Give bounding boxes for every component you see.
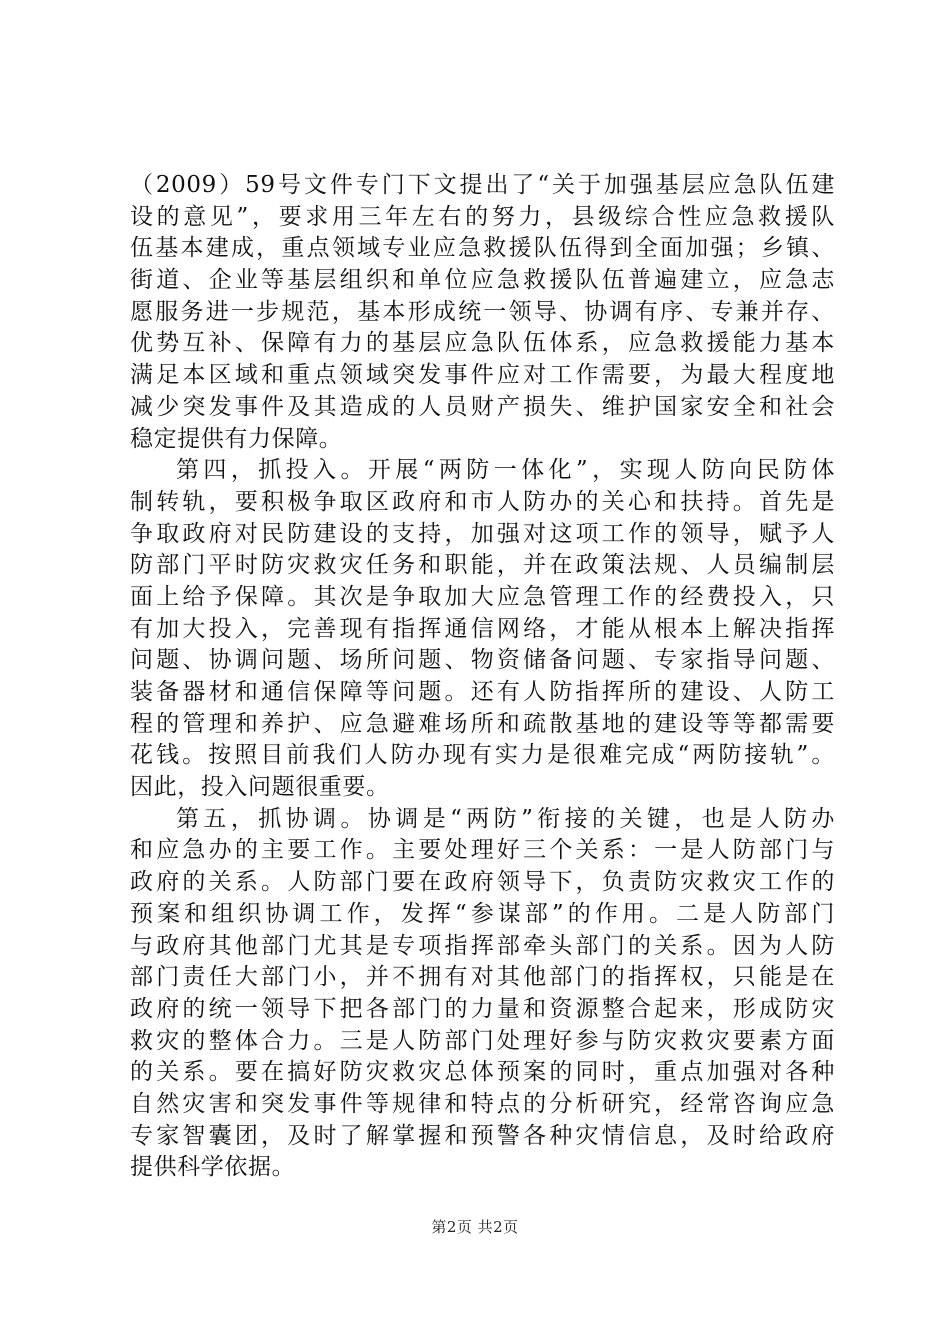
text-line: 自然灾害和突发事件等规律和特点的分析研究，经常咨询应急 [130, 1090, 835, 1117]
text-line: 部门责任大部门小，并不拥有对其他部门的指挥权，只能是在 [130, 964, 835, 991]
text-line: 和应急办的主要工作。主要处理好三个关系：一是人防部门与 [130, 837, 835, 864]
document-body [130, 170, 835, 1184]
text-line: 救灾的整体合力。三是人防部门处理好参与防灾救灾要素方面 [130, 1027, 835, 1054]
text-line: 面上给予保障。其次是争取加大应急管理工作的经费投入，只 [130, 583, 835, 610]
text-line: 防部门平时防灾救灾任务和职能，并在政策法规、人员编制层 [130, 552, 835, 579]
text-line: 预案和组织协调工作，发挥“参谋部”的作用。二是人防部门 [130, 900, 835, 927]
text-line: 稳定提供有力保障。 [130, 425, 343, 452]
text-line: 提供科学依据。 [130, 1154, 296, 1181]
text-line: 减少突发事件及其造成的人员财产损失、维护国家安全和社会 [130, 393, 835, 420]
text-line: 花钱。按照目前我们人防办现有实力是很难完成“两防接轨”。 [130, 742, 835, 769]
paragraph-start-line: 第四，抓投入。开展“两防一体化”，实现人防向民防体 [176, 457, 835, 484]
text-line: 与政府其他部门尤其是专项指挥部牵头部门的关系。因为人防 [130, 932, 835, 959]
text-line: 专家智囊团，及时了解掌握和预警各种灾情信息，及时给政府 [130, 1122, 835, 1149]
text-line: 争取政府对民防建设的支持，加强对这项工作的领导，赋予人 [130, 520, 835, 547]
text-line: 伍基本建成，重点领域专业应急救援队伍得到全面加强；乡镇、 [130, 235, 835, 262]
text-line: 愿服务进一步规范，基本形成统一领导、协调有序、专兼并存、 [130, 298, 835, 325]
text-line: 装备器材和通信保障等问题。还有人防指挥所的建设、人防工 [130, 679, 835, 705]
text-line: 的关系。要在搞好防灾救灾总体预案的同时，重点加强对各种 [130, 1059, 835, 1086]
text-line: 设的意见”，要求用三年左右的努力，县级综合性应急救援队 [130, 203, 835, 230]
text-line: 制转轨，要积极争取区政府和市人防办的关心和扶持。首先是 [130, 488, 835, 515]
text-line: 优势互补、保障有力的基层应急队伍体系，应急救援能力基本 [130, 330, 835, 357]
text-line: （2009）59号文件专门下文提出了“关于加强基层应急队伍建 [130, 172, 835, 198]
page-number-footer: 第2页 共2页 [431, 1218, 519, 1236]
text-line: 政府的关系。人防部门要在政府领导下，负责防灾救灾工作的 [130, 869, 835, 896]
paragraph-start-line: 第五，抓协调。协调是“两防”衔接的关键，也是人防办 [176, 805, 835, 832]
text-line: 有加大投入，完善现有指挥通信网络，才能从根本上解决指挥 [130, 615, 835, 642]
text-line: 问题、协调问题、场所问题、物资储备问题、专家指导问题、 [130, 647, 835, 674]
text-line: 政府的统一领导下把各部门的力量和资源整合起来，形成防灾 [130, 995, 835, 1022]
text-line: 街道、企业等基层组织和单位应急救援队伍普遍建立，应急志 [130, 267, 835, 294]
text-line: 程的管理和养护、应急避难场所和疏散基地的建设等等都需要 [130, 710, 835, 737]
text-line: 满足本区域和重点领域突发事件应对工作需要，为最大程度地 [130, 362, 835, 389]
text-line: 因此，投入问题很重要。 [130, 774, 390, 801]
